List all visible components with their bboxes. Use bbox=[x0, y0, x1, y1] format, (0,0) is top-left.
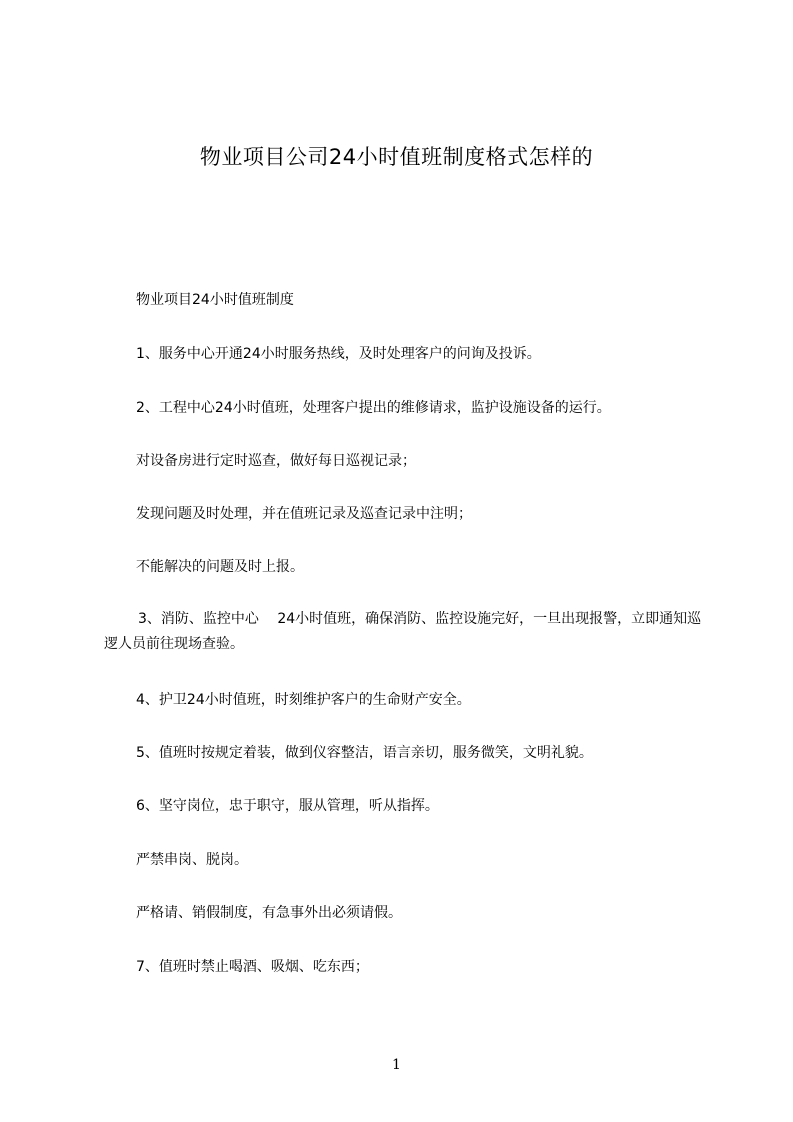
paragraph-item-2: 2、工程中心24小时值班，处理客户提出的维修请求，监护设施设备的运行。 bbox=[136, 400, 611, 416]
paragraph-item-3 bbox=[104, 607, 714, 657]
paragraph-item-4: 4、护卫24小时值班，时刻维护客户的生命财产安全。 bbox=[136, 692, 471, 708]
paragraph-heading: 物业项目24小时值班制度 bbox=[136, 292, 294, 308]
paragraph-item-6-sub-1: 严禁串岗、脱岗。 bbox=[136, 852, 248, 868]
paragraph-item-1: 1、服务中心开通24小时服务热线，及时处理客户的问询及投诉。 bbox=[136, 346, 541, 362]
paragraph-item-3-text: 3、消防、监控中心 24小时值班，确保消防、监控设施完好，一旦出现报警，立即通知巡逻人员前往现场查验。 bbox=[104, 611, 702, 652]
paragraph-item-6: 6、坚守岗位，忠于职守，服从管理，听从指挥。 bbox=[136, 798, 439, 814]
paragraph-item-2-sub-3: 不能解决的问题及时上报。 bbox=[136, 559, 304, 575]
paragraph-item-2-sub-2: 发现问题及时处理，并在值班记录及巡查记录中注明； bbox=[136, 506, 472, 522]
paragraph-item-6-sub-2: 严格请、销假制度，有急事外出必须请假。 bbox=[136, 905, 402, 921]
page-number: 1 bbox=[392, 1057, 401, 1073]
paragraph-item-7: 7、值班时禁止喝酒、吸烟、吃东西； bbox=[136, 959, 369, 975]
paragraph-item-5: 5、值班时按规定着装，做到仪容整洁，语言亲切，服务微笑，文明礼貌。 bbox=[136, 745, 593, 761]
document-title: 物业项目公司24小时值班制度格式怎样的 bbox=[199, 145, 594, 169]
paragraph-item-2-sub-1: 对设备房进行定时巡查，做好每日巡视记录； bbox=[136, 453, 416, 469]
